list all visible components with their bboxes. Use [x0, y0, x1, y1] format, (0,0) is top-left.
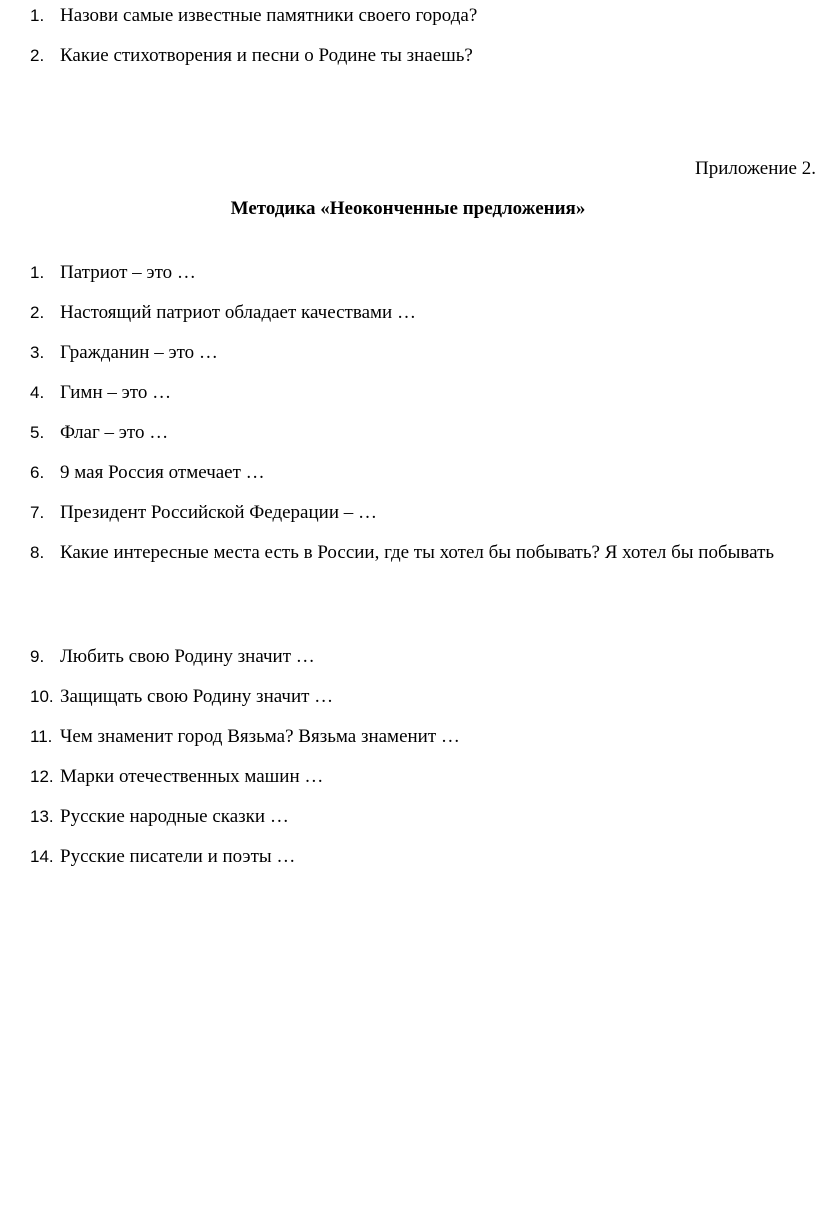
sentence-number: 8.: [30, 543, 45, 562]
sentence-text: Любить свою Родину значит …: [60, 646, 315, 667]
sentence-number: 7.: [30, 503, 45, 522]
sentence-number: 14.: [30, 847, 54, 866]
list-number: 1.: [30, 6, 45, 25]
sentence-number: 4.: [30, 383, 45, 402]
sentence-text: Гражданин – это …: [60, 342, 218, 363]
list-text: Назови самые известные памятники своего города?: [60, 5, 478, 26]
sentence-item: [30, 845, 816, 869]
sentence-text: Чем знаменит город Вязьма? Вязьма знаменит …: [60, 726, 460, 747]
sentence-item: [30, 341, 816, 365]
sentence-text: Настоящий патриот обладает качествами …: [60, 302, 416, 323]
sentence-text: Русские народные сказки …: [60, 806, 289, 827]
sentence-number: 11.: [30, 727, 53, 746]
method-title: Методика «Неоконченные предложения»: [230, 198, 586, 219]
sentence-item: [30, 381, 816, 405]
sentence-text: Президент Российской Федерации – …: [60, 502, 377, 523]
sentence-item: [30, 261, 816, 285]
list-item: [30, 44, 816, 68]
sentence-item: [30, 301, 816, 325]
sentence-number: 9.: [30, 647, 45, 666]
list-number: 2.: [30, 46, 45, 65]
sentence-number: 2.: [30, 303, 45, 322]
appendix-label: Приложение 2.: [695, 158, 816, 179]
sentence-number: 5.: [30, 423, 45, 442]
list-item: [30, 4, 816, 28]
sentence-text: Защищать свою Родину значит …: [60, 686, 334, 707]
sentence-item: [30, 685, 816, 709]
sentence-item: [30, 645, 816, 669]
sentence-number: 6.: [30, 463, 45, 482]
sentence-item: [30, 461, 816, 485]
sentence-text: Какие интересные места есть в России, где ты хотел бы побывать? Я хотел бы побывать: [60, 542, 775, 563]
sentence-text: Русские писатели и поэты …: [60, 846, 296, 867]
sentence-text: Патриот – это …: [60, 262, 196, 283]
sentence-number: 13.: [30, 807, 54, 826]
sentence-number: 10.: [30, 687, 54, 706]
sentence-item: [30, 421, 816, 445]
list-text: Какие стихотворения и песни о Родине ты знаешь?: [60, 45, 473, 66]
sentence-number: 1.: [30, 263, 45, 282]
sentence-item: [30, 765, 816, 789]
sentence-item: [30, 501, 816, 525]
sentence-item: [30, 725, 816, 749]
sentence-text: Гимн – это …: [60, 382, 172, 403]
sentence-text: Марки отечественных машин …: [60, 766, 324, 787]
sentence-item: [30, 805, 816, 829]
sentence-number: 12.: [30, 767, 54, 786]
sentence-item: [30, 533, 816, 573]
sentence-text: Флаг – это …: [60, 422, 169, 443]
sentence-number: 3.: [30, 343, 45, 362]
sentence-text: 9 мая Россия отмечает …: [60, 462, 265, 483]
